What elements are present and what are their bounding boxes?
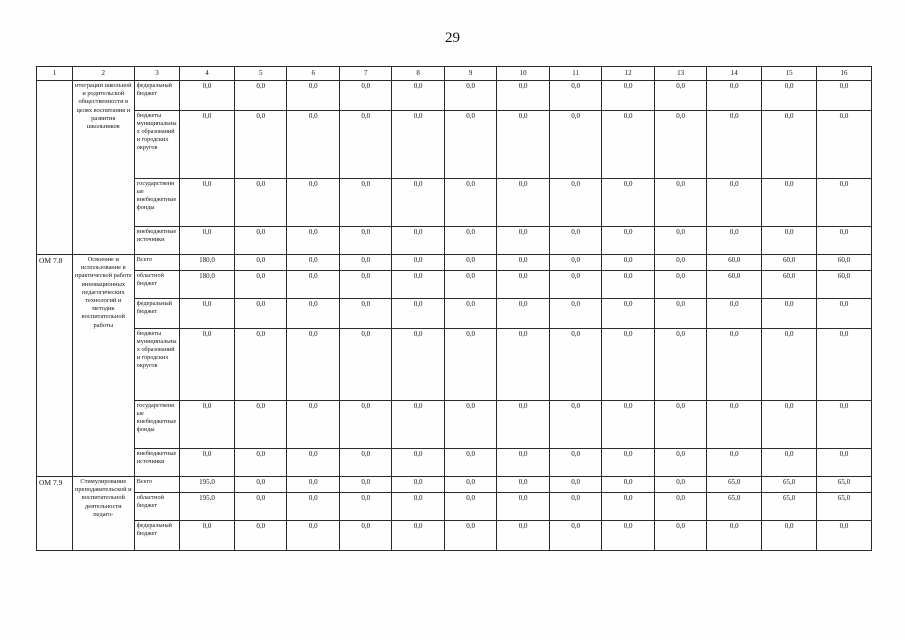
column-number-cell: 11 <box>549 67 601 81</box>
amount-cell: 0,0 <box>602 81 654 111</box>
amount-cell: 0,0 <box>817 81 872 111</box>
amount-cell: 0,0 <box>234 449 286 477</box>
amount-cell: 65,0 <box>707 493 762 521</box>
amount-cell: 0,0 <box>707 111 762 179</box>
amount-cell: 0,0 <box>654 271 706 299</box>
amount-cell: 0,0 <box>392 521 444 551</box>
amount-cell: 0,0 <box>287 227 339 255</box>
amount-cell: 0,0 <box>654 81 706 111</box>
amount-cell: 0,0 <box>817 299 872 329</box>
table-row <box>37 271 872 299</box>
amount-cell: 0,0 <box>287 493 339 521</box>
funding-source-cell: федеральный бюджет <box>134 299 179 329</box>
column-number-cell: 2 <box>72 67 134 81</box>
table-row <box>37 179 872 227</box>
measure-name-cell: нтеграции школьной и родительской общественности в целях воспитания и развития школьников <box>72 81 134 255</box>
table-row <box>37 477 872 493</box>
amount-cell: 0,0 <box>287 81 339 111</box>
amount-cell: 0,0 <box>339 227 391 255</box>
funding-source-cell: бюджеты муниципальных образований и городских округов <box>134 329 179 401</box>
amount-cell: 0,0 <box>180 401 235 449</box>
amount-cell: 0,0 <box>497 255 549 271</box>
amount-cell: 0,0 <box>392 81 444 111</box>
amount-cell: 0,0 <box>497 329 549 401</box>
amount-cell: 0,0 <box>654 111 706 179</box>
amount-cell: 0,0 <box>549 299 601 329</box>
amount-cell: 0,0 <box>654 179 706 227</box>
column-number-cell: 12 <box>602 67 654 81</box>
amount-cell: 0,0 <box>234 227 286 255</box>
column-number-cell: 5 <box>234 67 286 81</box>
amount-cell: 0,0 <box>444 227 496 255</box>
amount-cell: 0,0 <box>180 179 235 227</box>
measure-name-cell: Стимулирование преподавательской и воспитательной деятельности педаго- <box>72 477 134 551</box>
amount-cell: 0,0 <box>602 271 654 299</box>
amount-cell: 0,0 <box>392 299 444 329</box>
funding-source-cell: внебюджетные источники <box>134 449 179 477</box>
column-number-cell: 6 <box>287 67 339 81</box>
amount-cell: 0,0 <box>762 449 817 477</box>
amount-cell: 0,0 <box>444 329 496 401</box>
amount-cell: 0,0 <box>654 255 706 271</box>
amount-cell: 0,0 <box>707 329 762 401</box>
funding-source-cell: внебюджетные источники <box>134 227 179 255</box>
amount-cell: 0,0 <box>817 449 872 477</box>
column-number-cell: 9 <box>444 67 496 81</box>
amount-cell: 0,0 <box>762 299 817 329</box>
amount-cell: 0,0 <box>444 299 496 329</box>
measure-code-cell: ОМ 7.9 <box>37 477 73 551</box>
column-number-cell: 15 <box>762 67 817 81</box>
amount-cell: 0,0 <box>549 81 601 111</box>
amount-cell: 60,0 <box>817 271 872 299</box>
amount-cell: 0,0 <box>287 401 339 449</box>
amount-cell: 0,0 <box>444 521 496 551</box>
amount-cell: 65,0 <box>817 477 872 493</box>
amount-cell: 0,0 <box>287 111 339 179</box>
budget-table <box>36 66 872 551</box>
amount-cell: 0,0 <box>762 329 817 401</box>
amount-cell: 0,0 <box>339 449 391 477</box>
amount-cell: 0,0 <box>817 401 872 449</box>
amount-cell: 0,0 <box>497 271 549 299</box>
amount-cell: 0,0 <box>180 111 235 179</box>
measure-name-cell: Освоение и использование в практической работе инновационных педагогических технологий и методик воспитательной работы <box>72 255 134 477</box>
amount-cell: 0,0 <box>762 401 817 449</box>
column-number-cell: 14 <box>707 67 762 81</box>
amount-cell: 0,0 <box>762 111 817 179</box>
amount-cell: 0,0 <box>549 227 601 255</box>
amount-cell: 0,0 <box>444 477 496 493</box>
amount-cell: 0,0 <box>180 81 235 111</box>
amount-cell: 0,0 <box>707 449 762 477</box>
amount-cell: 0,0 <box>497 521 549 551</box>
amount-cell: 0,0 <box>654 401 706 449</box>
table-row <box>37 81 872 111</box>
table-row <box>37 111 872 179</box>
table-row <box>37 255 872 271</box>
amount-cell: 0,0 <box>444 111 496 179</box>
amount-cell: 0,0 <box>287 179 339 227</box>
amount-cell: 0,0 <box>392 449 444 477</box>
amount-cell: 0,0 <box>234 81 286 111</box>
amount-cell: 0,0 <box>497 111 549 179</box>
amount-cell: 0,0 <box>287 521 339 551</box>
amount-cell: 0,0 <box>762 227 817 255</box>
amount-cell: 0,0 <box>497 477 549 493</box>
amount-cell: 0,0 <box>444 493 496 521</box>
amount-cell: 0,0 <box>654 299 706 329</box>
measure-code-cell: ОМ 7.8 <box>37 255 73 477</box>
amount-cell: 0,0 <box>602 449 654 477</box>
amount-cell: 0,0 <box>549 477 601 493</box>
amount-cell: 0,0 <box>549 449 601 477</box>
funding-source-cell: федеральный бюджет <box>134 81 179 111</box>
amount-cell: 0,0 <box>654 493 706 521</box>
table-row <box>37 493 872 521</box>
amount-cell: 0,0 <box>392 111 444 179</box>
amount-cell: 60,0 <box>762 255 817 271</box>
amount-cell: 0,0 <box>817 329 872 401</box>
amount-cell: 0,0 <box>180 227 235 255</box>
amount-cell: 0,0 <box>339 111 391 179</box>
amount-cell: 65,0 <box>707 477 762 493</box>
amount-cell: 0,0 <box>287 329 339 401</box>
column-number-cell: 4 <box>180 67 235 81</box>
funding-source-cell: государственные внебюджетные фонды <box>134 179 179 227</box>
funding-source-cell: Всего <box>134 255 179 271</box>
table-row <box>37 227 872 255</box>
amount-cell: 0,0 <box>497 449 549 477</box>
funding-source-cell: федеральный бюджет <box>134 521 179 551</box>
amount-cell: 65,0 <box>762 477 817 493</box>
amount-cell: 0,0 <box>497 401 549 449</box>
amount-cell: 0,0 <box>707 521 762 551</box>
amount-cell: 0,0 <box>287 449 339 477</box>
amount-cell: 0,0 <box>392 493 444 521</box>
amount-cell: 60,0 <box>707 271 762 299</box>
amount-cell: 0,0 <box>234 521 286 551</box>
amount-cell: 0,0 <box>707 81 762 111</box>
amount-cell: 0,0 <box>392 477 444 493</box>
amount-cell: 0,0 <box>339 493 391 521</box>
table-row <box>37 401 872 449</box>
table-row <box>37 329 872 401</box>
column-number-cell: 8 <box>392 67 444 81</box>
amount-cell: 0,0 <box>817 111 872 179</box>
amount-cell: 0,0 <box>444 81 496 111</box>
amount-cell: 0,0 <box>339 329 391 401</box>
amount-cell: 0,0 <box>339 271 391 299</box>
amount-cell: 60,0 <box>707 255 762 271</box>
funding-source-cell: бюджеты муниципальных образований и городских округов <box>134 111 179 179</box>
amount-cell: 0,0 <box>234 179 286 227</box>
amount-cell: 0,0 <box>444 449 496 477</box>
column-number-cell: 16 <box>817 67 872 81</box>
amount-cell: 0,0 <box>497 179 549 227</box>
table-row <box>37 299 872 329</box>
amount-cell: 0,0 <box>602 329 654 401</box>
amount-cell: 0,0 <box>339 401 391 449</box>
column-number-row <box>37 67 872 81</box>
budget-table-container <box>36 66 872 551</box>
amount-cell: 0,0 <box>602 255 654 271</box>
amount-cell: 0,0 <box>234 477 286 493</box>
amount-cell: 0,0 <box>234 271 286 299</box>
amount-cell: 65,0 <box>762 493 817 521</box>
amount-cell: 0,0 <box>762 521 817 551</box>
amount-cell: 0,0 <box>707 401 762 449</box>
measure-code-cell <box>37 81 73 255</box>
amount-cell: 0,0 <box>392 179 444 227</box>
amount-cell: 60,0 <box>762 271 817 299</box>
amount-cell: 0,0 <box>392 271 444 299</box>
amount-cell: 60,0 <box>817 255 872 271</box>
column-number-cell: 7 <box>339 67 391 81</box>
amount-cell: 0,0 <box>762 179 817 227</box>
amount-cell: 0,0 <box>180 299 235 329</box>
amount-cell: 0,0 <box>762 81 817 111</box>
amount-cell: 0,0 <box>602 227 654 255</box>
amount-cell: 0,0 <box>444 271 496 299</box>
amount-cell: 0,0 <box>817 227 872 255</box>
funding-source-cell: Всего <box>134 477 179 493</box>
table-row <box>37 449 872 477</box>
amount-cell: 0,0 <box>339 81 391 111</box>
column-number-cell: 13 <box>654 67 706 81</box>
amount-cell: 0,0 <box>602 521 654 551</box>
column-number-cell: 3 <box>134 67 179 81</box>
amount-cell: 0,0 <box>654 477 706 493</box>
amount-cell: 0,0 <box>707 299 762 329</box>
amount-cell: 0,0 <box>817 521 872 551</box>
amount-cell: 0,0 <box>549 329 601 401</box>
amount-cell: 0,0 <box>444 255 496 271</box>
funding-source-cell: областной бюджет <box>134 271 179 299</box>
amount-cell: 0,0 <box>180 521 235 551</box>
amount-cell: 0,0 <box>497 299 549 329</box>
amount-cell: 0,0 <box>549 401 601 449</box>
amount-cell: 0,0 <box>339 179 391 227</box>
amount-cell: 0,0 <box>602 401 654 449</box>
amount-cell: 0,0 <box>602 493 654 521</box>
amount-cell: 0,0 <box>392 227 444 255</box>
amount-cell: 0,0 <box>654 227 706 255</box>
amount-cell: 0,0 <box>392 255 444 271</box>
amount-cell: 0,0 <box>549 255 601 271</box>
amount-cell: 0,0 <box>654 521 706 551</box>
amount-cell: 0,0 <box>549 521 601 551</box>
amount-cell: 0,0 <box>339 521 391 551</box>
amount-cell: 0,0 <box>234 493 286 521</box>
amount-cell: 0,0 <box>180 449 235 477</box>
funding-source-cell: областной бюджет <box>134 493 179 521</box>
amount-cell: 195,0 <box>180 477 235 493</box>
amount-cell: 0,0 <box>444 401 496 449</box>
amount-cell: 0,0 <box>287 255 339 271</box>
amount-cell: 0,0 <box>497 81 549 111</box>
amount-cell: 0,0 <box>497 493 549 521</box>
amount-cell: 0,0 <box>234 255 286 271</box>
amount-cell: 0,0 <box>602 111 654 179</box>
amount-cell: 0,0 <box>654 329 706 401</box>
amount-cell: 0,0 <box>602 179 654 227</box>
amount-cell: 0,0 <box>497 227 549 255</box>
page-number: 29 <box>445 30 460 46</box>
amount-cell: 0,0 <box>339 255 391 271</box>
amount-cell: 0,0 <box>602 299 654 329</box>
table-row <box>37 521 872 551</box>
column-number-cell: 1 <box>37 67 73 81</box>
amount-cell: 65,0 <box>817 493 872 521</box>
amount-cell: 0,0 <box>234 329 286 401</box>
amount-cell: 0,0 <box>602 477 654 493</box>
amount-cell: 0,0 <box>707 227 762 255</box>
amount-cell: 0,0 <box>234 401 286 449</box>
amount-cell: 0,0 <box>234 111 286 179</box>
amount-cell: 0,0 <box>339 477 391 493</box>
amount-cell: 180,0 <box>180 255 235 271</box>
amount-cell: 0,0 <box>817 179 872 227</box>
amount-cell: 0,0 <box>392 401 444 449</box>
amount-cell: 0,0 <box>234 299 286 329</box>
amount-cell: 0,0 <box>287 299 339 329</box>
amount-cell: 195,0 <box>180 493 235 521</box>
column-number-cell: 10 <box>497 67 549 81</box>
amount-cell: 0,0 <box>287 477 339 493</box>
amount-cell: 0,0 <box>392 329 444 401</box>
funding-source-cell: государственные внебюджетные фонды <box>134 401 179 449</box>
amount-cell: 0,0 <box>654 449 706 477</box>
amount-cell: 0,0 <box>707 179 762 227</box>
amount-cell: 0,0 <box>444 179 496 227</box>
amount-cell: 0,0 <box>549 271 601 299</box>
amount-cell: 0,0 <box>549 179 601 227</box>
amount-cell: 0,0 <box>549 111 601 179</box>
amount-cell: 0,0 <box>180 329 235 401</box>
amount-cell: 180,0 <box>180 271 235 299</box>
amount-cell: 0,0 <box>339 299 391 329</box>
amount-cell: 0,0 <box>287 271 339 299</box>
amount-cell: 0,0 <box>549 493 601 521</box>
